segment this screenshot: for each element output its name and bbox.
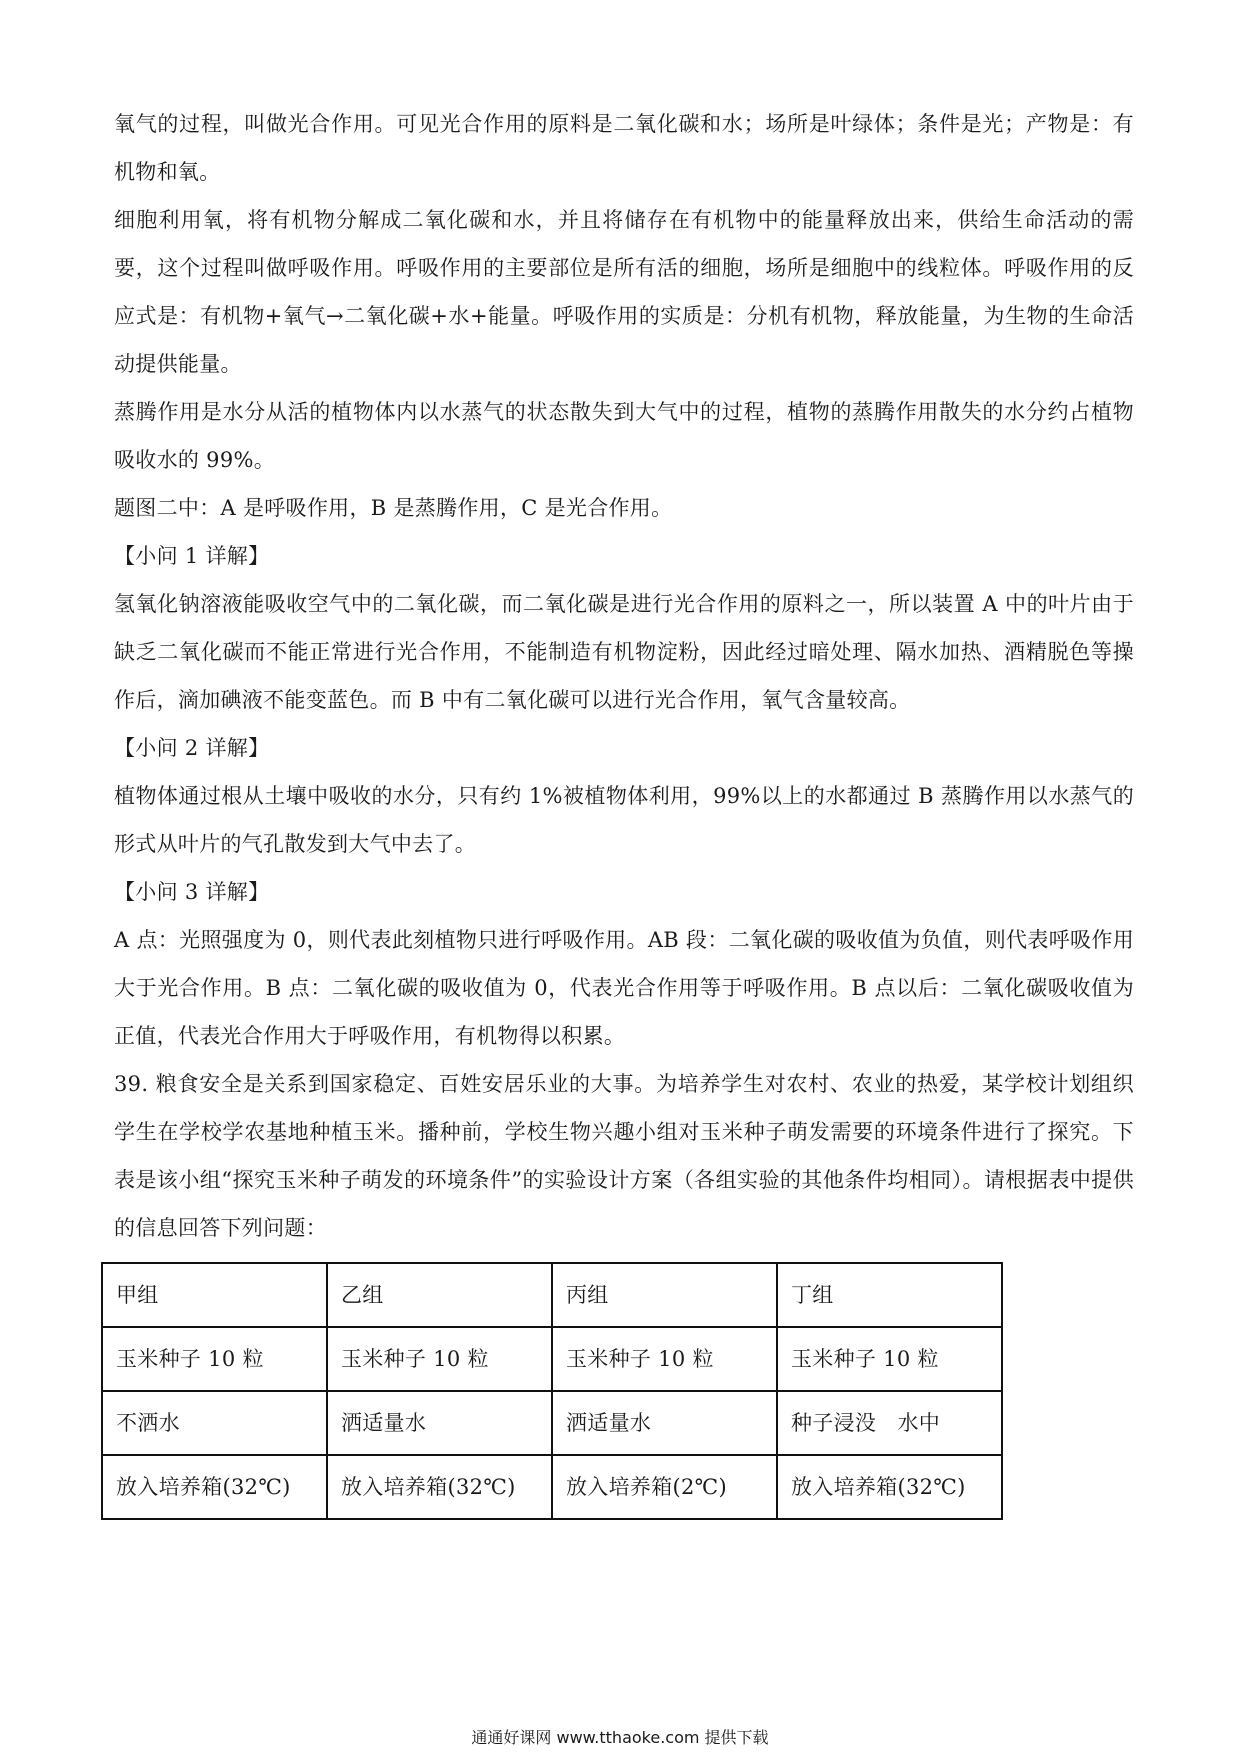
- table-cell: 放入培养箱(32℃): [777, 1455, 1002, 1519]
- experiment-table: [101, 1262, 1003, 1520]
- page-footer: 通通好课网 www.tthaoke.com 提供下载: [471, 1728, 769, 1747]
- paragraph-figure-note: 题图二中：A 是呼吸作用，B 是蒸腾作用，C 是光合作用。: [114, 496, 673, 520]
- table-cell: 洒适量水: [327, 1391, 552, 1455]
- table-row: [102, 1263, 1002, 1327]
- table-cell: 玉米种子 10 粒: [102, 1327, 327, 1391]
- table-cell: 放入培养箱(2℃): [552, 1455, 777, 1519]
- paragraph-photosynthesis: 氧气的过程，叫做光合作用。可见光合作用的原料是二氧化碳和水；场所是叶绿体；条件是光；产物是：有机物和氧。: [114, 112, 1134, 184]
- table-cell: 丙组: [552, 1263, 777, 1327]
- table-cell: 放入培养箱(32℃): [327, 1455, 552, 1519]
- table-cell: 洒适量水: [552, 1391, 777, 1455]
- table-cell: 玉米种子 10 粒: [777, 1327, 1002, 1391]
- table-row: [102, 1327, 1002, 1391]
- paragraph-transpiration: 蒸腾作用是水分从活的植物体内以水蒸气的状态散失到大气中的过程，植物的蒸腾作用散失的水分约占植物吸收水的 99%。: [114, 400, 1134, 472]
- q3-answer: A 点：光照强度为 0，则代表此刻植物只进行呼吸作用。AB 段：二氧化碳的吸收值为负值，则代表呼吸作用大于光合作用。B 点：二氧化碳的吸收值为 0，代表光合作用等于呼吸作用。B 点以后：二氧化碳吸收值为正值，代表光合作用大于呼吸作用，有机物得以积累。: [114, 928, 1134, 1048]
- table-row: [102, 1455, 1002, 1519]
- table-row: [102, 1391, 1002, 1455]
- table-cell: 不洒水: [102, 1391, 327, 1455]
- q3-heading: 【小问 3 详解】: [114, 880, 270, 904]
- table-cell: 丁组: [777, 1263, 1002, 1327]
- paragraph-respiration: 细胞利用氧，将有机物分解成二氧化碳和水，并且将储存在有机物中的能量释放出来，供给生命活动的需要，这个过程叫做呼吸作用。呼吸作用的主要部位是所有活的细胞，场所是细胞中的线粒体。呼吸作用的反应式是：有机物+氧气→二氧化碳+水+能量。呼吸作用的实质是：分机有机物，释放能量，为生物的生命活动提供能量。: [114, 208, 1134, 376]
- document-body: [114, 100, 1134, 1520]
- q1-heading: 【小问 1 详解】: [114, 544, 270, 568]
- table-cell: 种子浸没 水中: [777, 1391, 1002, 1455]
- table-cell: 玉米种子 10 粒: [327, 1327, 552, 1391]
- q2-heading: 【小问 2 详解】: [114, 736, 270, 760]
- q2-answer: 植物体通过根从土壤中吸收的水分，只有约 1%被植物体利用，99%以上的水都通过 B 蒸腾作用以水蒸气的形式从叶片的气孔散发到大气中去了。: [114, 784, 1134, 856]
- table-cell: 甲组: [102, 1263, 327, 1327]
- q1-answer: 氢氧化钠溶液能吸收空气中的二氧化碳，而二氧化碳是进行光合作用的原料之一，所以装置 A 中的叶片由于缺乏二氧化碳而不能正常进行光合作用，不能制造有机物淀粉，因此经过暗处理、隔水加热、酒精脱色等操作后，滴加碘液不能变蓝色。而 B 中有二氧化碳可以进行光合作用，氧气含量较高。: [114, 592, 1134, 712]
- table-cell: 玉米种子 10 粒: [552, 1327, 777, 1391]
- question-39: 39. 粮食安全是关系到国家稳定、百姓安居乐业的大事。为培养学生对农村、农业的热爱，某学校计划组织学生在学校学农基地种植玉米。播种前，学校生物兴趣小组对玉米种子萌发需要的环境条件进行了探究。下表是该小组“探究玉米种子萌发的环境条件”的实验设计方案（各组实验的其他条件均相同）。请根据表中提供的信息回答下列问题：: [114, 1072, 1134, 1240]
- table-cell: 放入培养箱(32℃): [102, 1455, 327, 1519]
- table-cell: 乙组: [327, 1263, 552, 1327]
